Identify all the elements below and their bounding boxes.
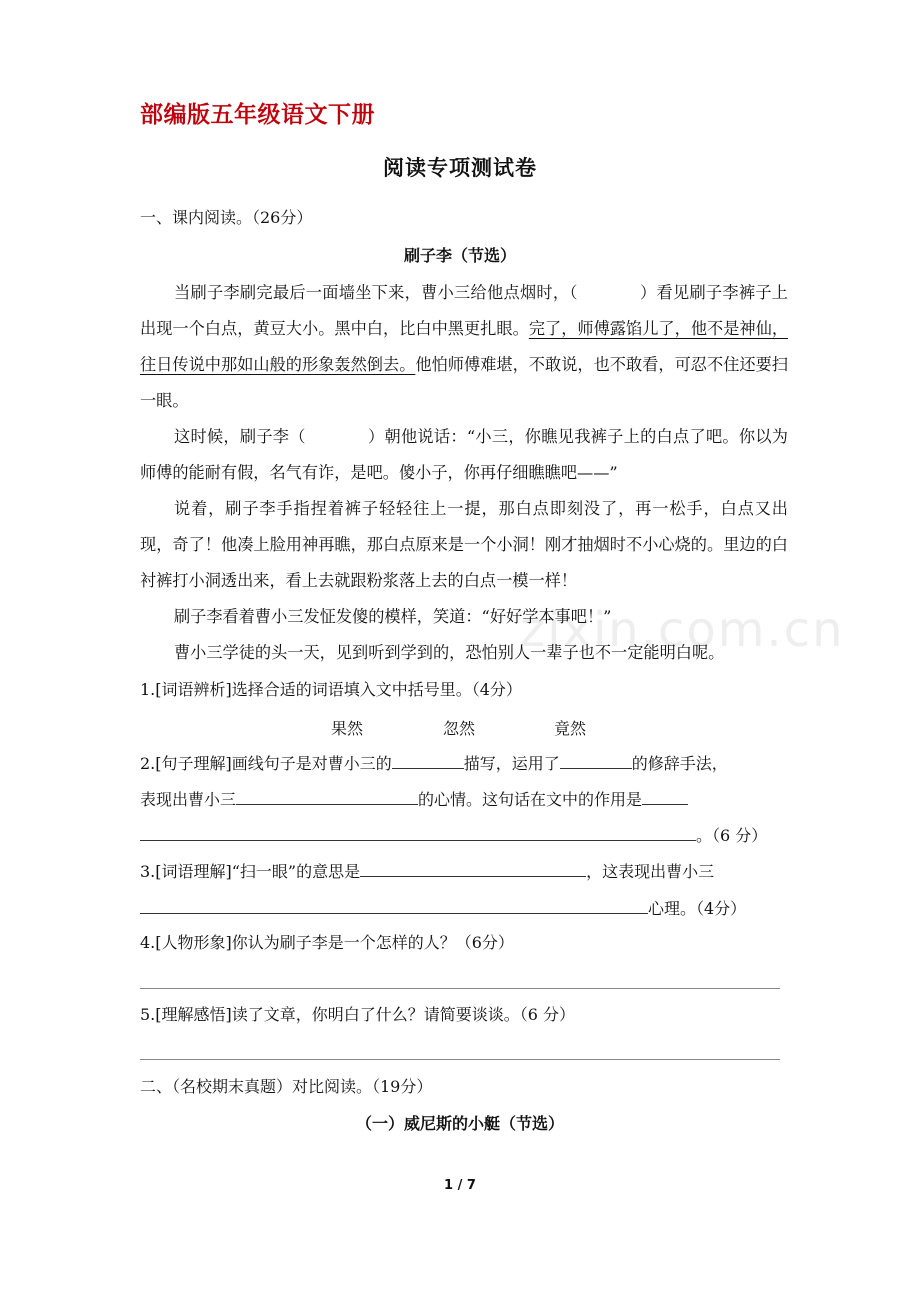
- p1-text-c: 他怕师傅难堪，不敢说，也不敢看，可忍不住还要扫一眼。: [140, 355, 788, 410]
- q2-text-e: 的心情。这句话在文中的作用是: [418, 790, 643, 809]
- watermark: zixin.com.cn: [520, 602, 845, 658]
- page-number: 1 / 7: [444, 1178, 476, 1193]
- paragraph-1: [140, 275, 788, 419]
- question-3-line-1: [140, 860, 714, 882]
- q2-text-c: 的修辞手法，: [631, 754, 728, 773]
- paragraph-3: 说着，刷子李手指捏着裤子轻轻往上一提，那白点即刻没了，再一松手，白点又出现，奇了！他凑上脸用神再瞧，那白点原来是一个小洞！刚才抽烟时不小心烧的。里边的白衬裤打小洞透出来，看上去就跟粉浆落上去的白点一模一样！: [140, 499, 788, 590]
- document-title: 阅读专项测试卷: [383, 156, 537, 180]
- q3-text-a: 3.[词语理解]“扫一眼”的意思是: [140, 862, 361, 881]
- q3-text-c: 心理。（4分）: [648, 899, 747, 918]
- answer-blank-q3-2[interactable]: [140, 897, 648, 914]
- passage-1-body: [140, 275, 788, 671]
- answer-blank-q2-4[interactable]: [642, 788, 688, 805]
- p2-text-b: ）朝他说话：“小三，你瞧见我裤子上的白点了吧。你以为师傅的能耐有假，名气有诈，是吧。傻小子，你再仔细瞧瞧吧——”: [140, 427, 788, 482]
- passage-2-title: （一）威尼斯的小艇（节选）: [355, 1114, 564, 1133]
- q3-text-b: ，这表现出曹小三: [586, 862, 715, 881]
- answer-blank-q2-5[interactable]: [140, 824, 696, 841]
- question-5: 5.[理解感悟]读了文章，你明白了什么？请简要谈谈。（6 分）: [140, 1005, 576, 1024]
- section-1-heading: 一、课内阅读。（26分）: [140, 208, 313, 227]
- series-title: 部编版五年级语文下册: [140, 102, 375, 128]
- option-word: 果然: [331, 719, 364, 738]
- underlined-sentence: 完了，师傅露馅儿了，他不是神仙，往日传说中那如山般的形象轰然倒去。: [140, 319, 789, 374]
- passage-1-title: 刷子李（节选）: [403, 246, 516, 265]
- p1-text-b: ）看见刷子李裤子上出现一个白点，黄豆大小。黑中白，比白中黑更扎眼。: [140, 283, 788, 338]
- paragraph-2: [140, 419, 788, 491]
- q2-text-b: 描写，运用了: [463, 754, 560, 773]
- answer-blank-q2-2[interactable]: [560, 752, 632, 769]
- question-2-line-2: [140, 788, 688, 810]
- p1-text-a: 当刷子李刷完最后一面墙坐下来，曹小三给他点烟时，（: [174, 283, 578, 302]
- section-2-heading: 二、（名校期末真题）对比阅读。（19分）: [140, 1077, 433, 1096]
- answer-line-q5[interactable]: [140, 1059, 780, 1060]
- question-4: 4.[人物形象]你认为刷子李是一个怎样的人？（6分）: [140, 933, 514, 952]
- q2-text-a: 2.[句子理解]画线句子是对曹小三的: [140, 754, 392, 773]
- answer-line-q4[interactable]: [140, 988, 780, 989]
- question-2-line-3: [140, 824, 767, 846]
- option-word: 竟然: [554, 719, 587, 738]
- question-2-line-1: [140, 752, 728, 774]
- q2-text-d: 表现出曹小三: [140, 790, 237, 809]
- option-word: 忽然: [443, 719, 476, 738]
- answer-blank-q2-1[interactable]: [392, 752, 464, 769]
- paragraph-4: 刷子李看着曹小三发怔发傻的模样，笑道：“好好学本事吧！”: [174, 607, 612, 626]
- p2-text-a: 这时候，刷子李（: [174, 427, 306, 446]
- paragraph-5: 曹小三学徒的头一天，见到听到学到的，恐怕别人一辈子也不一定能明白呢。: [174, 643, 725, 662]
- q2-text-f: 。（6 分）: [696, 826, 768, 845]
- answer-blank-q2-3[interactable]: [236, 788, 418, 805]
- question-3-line-2: [140, 897, 746, 919]
- question-1: 1.[词语辨析]选择合适的词语填入文中括号里。（4分）: [140, 680, 522, 699]
- answer-blank-q3-1[interactable]: [360, 860, 586, 877]
